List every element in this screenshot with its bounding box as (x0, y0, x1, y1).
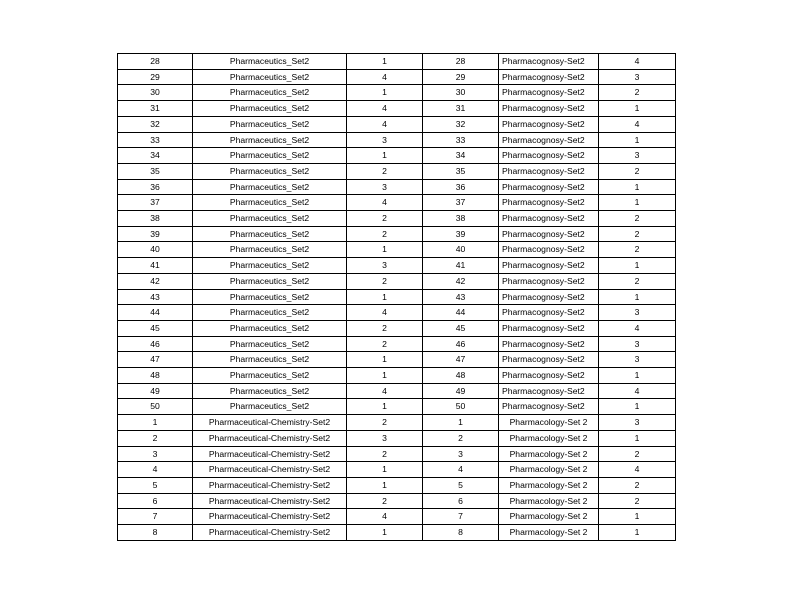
table-row (118, 226, 676, 242)
question-number-right: 47 (423, 352, 499, 368)
subject-set-right: Pharmacology-Set 2 (499, 446, 599, 462)
table-row (118, 446, 676, 462)
answer-option-right: 1 (599, 258, 676, 274)
question-number-right: 36 (423, 179, 499, 195)
table-row (118, 477, 676, 493)
question-number-left: 3 (118, 446, 193, 462)
subject-set-left: Pharmaceutics_Set2 (193, 54, 347, 70)
table-row (118, 493, 676, 509)
subject-set-left: Pharmaceutics_Set2 (193, 195, 347, 211)
answer-option-right: 4 (599, 383, 676, 399)
answer-option-left: 4 (347, 69, 423, 85)
subject-set-left: Pharmaceutics_Set2 (193, 132, 347, 148)
answer-option-left: 3 (347, 132, 423, 148)
answer-option-right: 2 (599, 477, 676, 493)
subject-set-right: Pharmacognosy-Set2 (499, 383, 599, 399)
question-number-left: 7 (118, 509, 193, 525)
table-row (118, 54, 676, 70)
question-number-right: 4 (423, 462, 499, 478)
answer-option-left: 3 (347, 430, 423, 446)
answer-option-left: 4 (347, 305, 423, 321)
subject-set-right: Pharmacognosy-Set2 (499, 242, 599, 258)
subject-set-right: Pharmacognosy-Set2 (499, 179, 599, 195)
answer-option-left: 1 (347, 289, 423, 305)
answer-option-right: 2 (599, 226, 676, 242)
subject-set-left: Pharmaceutics_Set2 (193, 85, 347, 101)
answer-option-right: 1 (599, 289, 676, 305)
question-number-left: 32 (118, 116, 193, 132)
subject-set-left: Pharmaceutics_Set2 (193, 226, 347, 242)
question-number-left: 31 (118, 101, 193, 117)
answer-option-right: 1 (599, 179, 676, 195)
question-number-left: 30 (118, 85, 193, 101)
answer-option-right: 1 (599, 525, 676, 541)
subject-set-right: Pharmacognosy-Set2 (499, 368, 599, 384)
subject-set-right: Pharmacognosy-Set2 (499, 305, 599, 321)
table-row (118, 525, 676, 541)
answer-option-left: 2 (347, 211, 423, 227)
question-number-right: 39 (423, 226, 499, 242)
answer-option-left: 1 (347, 462, 423, 478)
answer-option-right: 1 (599, 509, 676, 525)
subject-set-right: Pharmacology-Set 2 (499, 430, 599, 446)
table-row (118, 399, 676, 415)
question-number-right: 32 (423, 116, 499, 132)
question-number-right: 8 (423, 525, 499, 541)
question-number-left: 1 (118, 415, 193, 431)
answer-option-left: 1 (347, 85, 423, 101)
answer-option-left: 2 (347, 226, 423, 242)
subject-set-right: Pharmacology-Set 2 (499, 462, 599, 478)
table-row (118, 69, 676, 85)
subject-set-left: Pharmaceutics_Set2 (193, 320, 347, 336)
subject-set-right: Pharmacognosy-Set2 (499, 195, 599, 211)
subject-set-left: Pharmaceutics_Set2 (193, 258, 347, 274)
answer-option-right: 2 (599, 493, 676, 509)
answer-option-left: 1 (347, 352, 423, 368)
answer-option-left: 4 (347, 195, 423, 211)
answer-option-left: 1 (347, 477, 423, 493)
answer-key-table (117, 53, 676, 541)
question-number-right: 44 (423, 305, 499, 321)
question-number-right: 34 (423, 148, 499, 164)
question-number-left: 47 (118, 352, 193, 368)
answer-option-left: 2 (347, 163, 423, 179)
answer-option-right: 2 (599, 211, 676, 227)
answer-option-right: 3 (599, 305, 676, 321)
question-number-left: 42 (118, 273, 193, 289)
question-number-right: 38 (423, 211, 499, 227)
subject-set-left: Pharmaceutics_Set2 (193, 242, 347, 258)
subject-set-left: Pharmaceutics_Set2 (193, 383, 347, 399)
subject-set-left: Pharmaceutics_Set2 (193, 101, 347, 117)
subject-set-left: Pharmaceutics_Set2 (193, 352, 347, 368)
table-row (118, 195, 676, 211)
subject-set-right: Pharmacognosy-Set2 (499, 132, 599, 148)
answer-option-left: 1 (347, 148, 423, 164)
question-number-left: 28 (118, 54, 193, 70)
subject-set-right: Pharmacognosy-Set2 (499, 54, 599, 70)
subject-set-left: Pharmaceutical-Chemistry-Set2 (193, 446, 347, 462)
question-number-left: 50 (118, 399, 193, 415)
question-number-left: 33 (118, 132, 193, 148)
table-row (118, 305, 676, 321)
table-row (118, 509, 676, 525)
question-number-left: 39 (118, 226, 193, 242)
answer-option-right: 3 (599, 415, 676, 431)
answer-option-right: 1 (599, 101, 676, 117)
subject-set-right: Pharmacology-Set 2 (499, 509, 599, 525)
subject-set-left: Pharmaceutical-Chemistry-Set2 (193, 415, 347, 431)
table-row (118, 163, 676, 179)
question-number-right: 35 (423, 163, 499, 179)
answer-option-left: 4 (347, 116, 423, 132)
table-row (118, 383, 676, 399)
subject-set-left: Pharmaceutics_Set2 (193, 148, 347, 164)
question-number-left: 35 (118, 163, 193, 179)
answer-option-left: 1 (347, 368, 423, 384)
subject-set-left: Pharmaceutical-Chemistry-Set2 (193, 509, 347, 525)
answer-option-left: 2 (347, 336, 423, 352)
answer-option-right: 2 (599, 273, 676, 289)
question-number-left: 6 (118, 493, 193, 509)
subject-set-left: Pharmaceutics_Set2 (193, 116, 347, 132)
question-number-left: 8 (118, 525, 193, 541)
answer-option-right: 4 (599, 320, 676, 336)
table-row (118, 368, 676, 384)
answer-option-right: 2 (599, 446, 676, 462)
subject-set-left: Pharmaceutical-Chemistry-Set2 (193, 477, 347, 493)
table-row (118, 85, 676, 101)
answer-option-right: 1 (599, 195, 676, 211)
table-row (118, 415, 676, 431)
subject-set-left: Pharmaceutics_Set2 (193, 289, 347, 305)
question-number-right: 46 (423, 336, 499, 352)
subject-set-left: Pharmaceutics_Set2 (193, 163, 347, 179)
question-number-left: 36 (118, 179, 193, 195)
question-number-right: 33 (423, 132, 499, 148)
answer-option-right: 1 (599, 368, 676, 384)
subject-set-left: Pharmaceutical-Chemistry-Set2 (193, 525, 347, 541)
subject-set-right: Pharmacognosy-Set2 (499, 69, 599, 85)
question-number-right: 41 (423, 258, 499, 274)
answer-option-left: 2 (347, 446, 423, 462)
question-number-right: 5 (423, 477, 499, 493)
table-row (118, 148, 676, 164)
question-number-left: 40 (118, 242, 193, 258)
table-row (118, 132, 676, 148)
answer-option-left: 4 (347, 509, 423, 525)
question-number-right: 29 (423, 69, 499, 85)
table-row (118, 320, 676, 336)
question-number-left: 49 (118, 383, 193, 399)
question-number-right: 2 (423, 430, 499, 446)
question-number-left: 41 (118, 258, 193, 274)
question-number-right: 3 (423, 446, 499, 462)
answer-option-left: 3 (347, 258, 423, 274)
answer-option-left: 1 (347, 399, 423, 415)
subject-set-right: Pharmacognosy-Set2 (499, 163, 599, 179)
question-number-left: 5 (118, 477, 193, 493)
table-row (118, 352, 676, 368)
subject-set-right: Pharmacognosy-Set2 (499, 352, 599, 368)
table-row (118, 336, 676, 352)
question-number-right: 43 (423, 289, 499, 305)
question-number-left: 48 (118, 368, 193, 384)
subject-set-right: Pharmacognosy-Set2 (499, 289, 599, 305)
question-number-left: 4 (118, 462, 193, 478)
answer-option-right: 4 (599, 462, 676, 478)
table-row (118, 273, 676, 289)
subject-set-right: Pharmacognosy-Set2 (499, 336, 599, 352)
subject-set-right: Pharmacology-Set 2 (499, 525, 599, 541)
table-row (118, 462, 676, 478)
table-row (118, 211, 676, 227)
subject-set-right: Pharmacognosy-Set2 (499, 116, 599, 132)
subject-set-left: Pharmaceutics_Set2 (193, 305, 347, 321)
table-row (118, 116, 676, 132)
answer-option-right: 3 (599, 336, 676, 352)
answer-key-body (118, 54, 676, 541)
question-number-right: 7 (423, 509, 499, 525)
answer-option-right: 2 (599, 242, 676, 258)
question-number-right: 37 (423, 195, 499, 211)
subject-set-left: Pharmaceutics_Set2 (193, 336, 347, 352)
answer-option-left: 2 (347, 493, 423, 509)
subject-set-right: Pharmacognosy-Set2 (499, 320, 599, 336)
subject-set-left: Pharmaceutics_Set2 (193, 69, 347, 85)
table-row (118, 430, 676, 446)
question-number-left: 45 (118, 320, 193, 336)
subject-set-left: Pharmaceutical-Chemistry-Set2 (193, 462, 347, 478)
question-number-right: 28 (423, 54, 499, 70)
subject-set-left: Pharmaceutics_Set2 (193, 273, 347, 289)
subject-set-right: Pharmacognosy-Set2 (499, 226, 599, 242)
question-number-right: 31 (423, 101, 499, 117)
question-number-right: 40 (423, 242, 499, 258)
subject-set-right: Pharmacology-Set 2 (499, 477, 599, 493)
answer-option-right: 1 (599, 399, 676, 415)
answer-option-right: 2 (599, 163, 676, 179)
answer-option-left: 2 (347, 273, 423, 289)
question-number-left: 2 (118, 430, 193, 446)
question-number-right: 48 (423, 368, 499, 384)
question-number-right: 1 (423, 415, 499, 431)
answer-option-right: 1 (599, 430, 676, 446)
answer-option-right: 3 (599, 69, 676, 85)
subject-set-right: Pharmacognosy-Set2 (499, 273, 599, 289)
question-number-right: 30 (423, 85, 499, 101)
answer-option-right: 4 (599, 116, 676, 132)
subject-set-right: Pharmacology-Set 2 (499, 493, 599, 509)
table-row (118, 101, 676, 117)
question-number-left: 37 (118, 195, 193, 211)
subject-set-right: Pharmacognosy-Set2 (499, 211, 599, 227)
subject-set-right: Pharmacognosy-Set2 (499, 399, 599, 415)
question-number-right: 45 (423, 320, 499, 336)
answer-option-right: 1 (599, 132, 676, 148)
table-row (118, 258, 676, 274)
answer-option-left: 4 (347, 101, 423, 117)
question-number-right: 6 (423, 493, 499, 509)
answer-option-left: 1 (347, 525, 423, 541)
question-number-left: 38 (118, 211, 193, 227)
subject-set-right: Pharmacognosy-Set2 (499, 148, 599, 164)
answer-option-left: 2 (347, 320, 423, 336)
question-number-right: 50 (423, 399, 499, 415)
answer-option-right: 3 (599, 148, 676, 164)
answer-option-left: 1 (347, 242, 423, 258)
answer-option-left: 4 (347, 383, 423, 399)
table-row (118, 289, 676, 305)
subject-set-right: Pharmacognosy-Set2 (499, 85, 599, 101)
table-row (118, 242, 676, 258)
subject-set-left: Pharmaceutics_Set2 (193, 179, 347, 195)
question-number-left: 43 (118, 289, 193, 305)
answer-option-left: 1 (347, 54, 423, 70)
subject-set-left: Pharmaceutics_Set2 (193, 399, 347, 415)
answer-option-right: 4 (599, 54, 676, 70)
question-number-left: 46 (118, 336, 193, 352)
subject-set-right: Pharmacognosy-Set2 (499, 101, 599, 117)
subject-set-left: Pharmaceutical-Chemistry-Set2 (193, 430, 347, 446)
question-number-right: 49 (423, 383, 499, 399)
table-row (118, 179, 676, 195)
subject-set-left: Pharmaceutics_Set2 (193, 368, 347, 384)
question-number-right: 42 (423, 273, 499, 289)
answer-option-left: 2 (347, 415, 423, 431)
answer-option-right: 2 (599, 85, 676, 101)
answer-option-left: 3 (347, 179, 423, 195)
subject-set-right: Pharmacology-Set 2 (499, 415, 599, 431)
answer-option-right: 3 (599, 352, 676, 368)
question-number-left: 34 (118, 148, 193, 164)
question-number-left: 44 (118, 305, 193, 321)
subject-set-right: Pharmacognosy-Set2 (499, 258, 599, 274)
subject-set-left: Pharmaceutics_Set2 (193, 211, 347, 227)
subject-set-left: Pharmaceutical-Chemistry-Set2 (193, 493, 347, 509)
question-number-left: 29 (118, 69, 193, 85)
